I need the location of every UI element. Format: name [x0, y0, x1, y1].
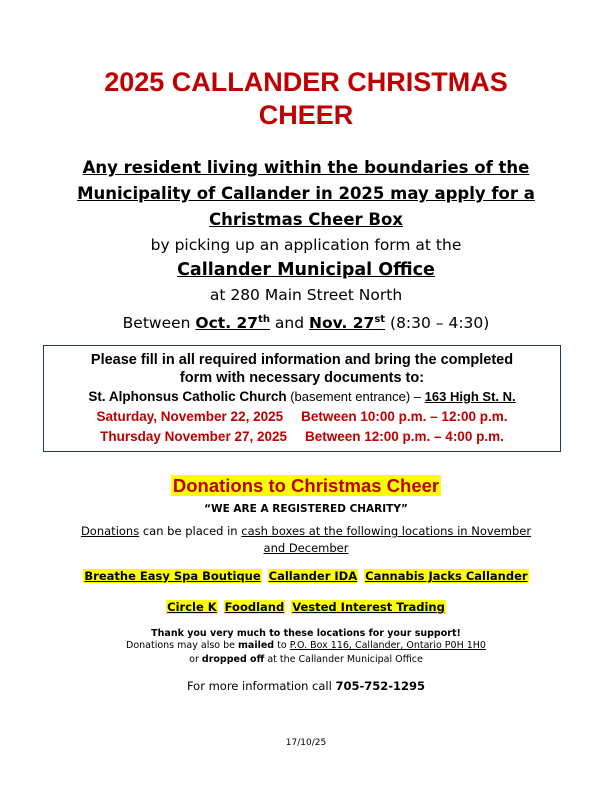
church-name: St. Alphonsus Catholic Church — [88, 389, 287, 404]
eligibility-line-1: Any resident living within the boundaries of the — [82, 158, 530, 177]
donations-locations-note: cash boxes at the following locations in November and December — [241, 524, 532, 555]
charity-statement: “WE ARE A REGISTERED CHARITY” — [204, 503, 408, 515]
box-heading-line-2: form with necessary documents to: — [179, 370, 425, 386]
start-date-suffix: th — [258, 314, 270, 325]
document-date: 17/10/25 — [285, 738, 327, 748]
drop-pre: or — [189, 654, 199, 665]
eligibility-line-3: Christmas Cheer Box — [209, 210, 403, 229]
church-line — [44, 387, 560, 407]
dropoff-info-box — [43, 345, 561, 452]
location-item: Cannabis Jacks Callander — [365, 569, 528, 583]
page-title — [60, 66, 552, 132]
mail-line — [60, 639, 552, 653]
session-day: Thursday November 27, 2025 — [100, 429, 287, 444]
office-address: at 280 Main Street North — [209, 286, 403, 304]
session-row — [44, 407, 560, 427]
office-name: Callander Municipal Office — [177, 260, 435, 280]
mailing-address: P.O. Box 116, Callander, Ontario P0H 1H0 — [289, 640, 486, 651]
location-item: Vested Interest Trading — [292, 600, 445, 614]
session-day: Saturday, November 22, 2025 — [96, 409, 284, 424]
session-time: Between 12:00 p.m. – 4:00 p.m. — [305, 429, 504, 444]
donations-mid: can be placed in — [142, 524, 238, 538]
donations-title: Donations to Christmas Cheer — [172, 475, 440, 496]
info-text: For more information call — [186, 679, 332, 693]
eligibility-line-2: Municipality of Callander in 2025 may apply for a — [77, 184, 535, 203]
church-note: (basement entrance) – — [290, 389, 422, 404]
locations-row-1 — [60, 567, 552, 585]
box-heading-line-1: Please fill in all required information and bring the completed — [90, 352, 514, 368]
location-item: Breathe Easy Spa Boutique — [84, 569, 261, 583]
pickup-text: by picking up an application form at the — [150, 236, 462, 254]
dropoff-line — [60, 653, 552, 667]
location-item: Foodland — [224, 600, 285, 614]
drop-post: at the Callander Municipal Office — [267, 654, 423, 665]
contact-info — [60, 679, 552, 693]
location-item: Circle K — [167, 600, 217, 614]
donations-section — [60, 474, 552, 693]
pickup-dates — [40, 307, 572, 336]
session-time: Between 10:00 p.m. – 12:00 p.m. — [301, 409, 508, 424]
mail-bold: mailed — [238, 640, 275, 651]
start-date: Oct. 27 — [195, 314, 259, 333]
end-date: Nov. 27 — [309, 314, 375, 333]
office-hours: (8:30 – 4:30) — [390, 314, 490, 333]
mail-pre: Donations may also be — [126, 640, 235, 651]
between-label: Between — [122, 314, 191, 333]
church-address: 163 High St. N. — [424, 389, 516, 404]
title-line-1: 2025 CALLANDER CHRISTMAS — [104, 67, 508, 97]
title-line-2: CHEER — [258, 100, 354, 130]
donations-word: Donations — [80, 524, 140, 538]
end-date-suffix: st — [374, 314, 386, 325]
drop-bold: dropped off — [201, 654, 265, 665]
phone-number: 705-752-1295 — [335, 679, 426, 693]
donations-text — [76, 523, 536, 557]
thanks-text: Thank you very much to these locations for your support! — [151, 628, 461, 639]
intro-section — [40, 155, 572, 336]
locations-row-2 — [60, 598, 552, 616]
and-label: and — [274, 314, 305, 333]
session-row — [44, 427, 560, 447]
mail-to: to — [277, 640, 287, 651]
location-item: Callander IDA — [268, 569, 358, 583]
